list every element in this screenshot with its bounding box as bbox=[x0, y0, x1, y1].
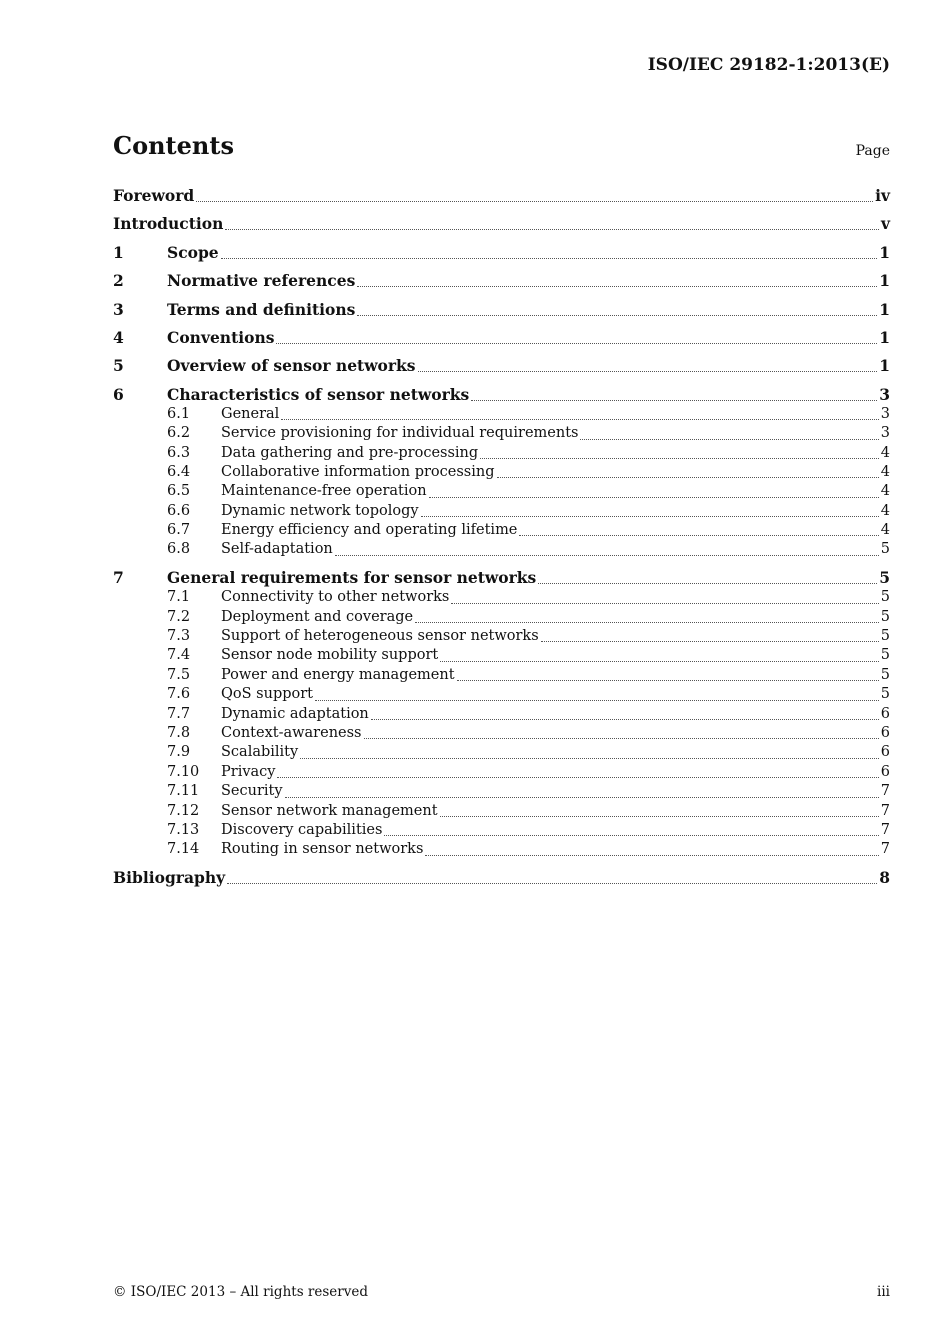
copyright-notice: © ISO/IEC 2013 – All rights reserved bbox=[113, 1284, 368, 1300]
toc-entry-title: Discovery capabilities bbox=[221, 821, 383, 838]
toc-entry-number: 2 bbox=[113, 271, 124, 291]
toc-entry-title: Deployment and coverage bbox=[221, 608, 414, 625]
dot-leader bbox=[451, 602, 878, 604]
toc-entry-page: v bbox=[880, 214, 890, 234]
page-number: iii bbox=[877, 1284, 890, 1300]
toc-entry-number: 7.9 bbox=[167, 744, 191, 761]
toc-entry-title: Introduction bbox=[113, 214, 224, 234]
toc-entry[interactable] bbox=[113, 328, 890, 348]
dot-leader bbox=[364, 737, 879, 739]
toc-entry-title: General requirements for sensor networks bbox=[167, 568, 537, 588]
dot-leader bbox=[457, 679, 879, 681]
dot-leader bbox=[227, 882, 877, 884]
dot-leader bbox=[300, 757, 879, 759]
dot-leader bbox=[440, 660, 879, 662]
toc-entry[interactable] bbox=[113, 463, 890, 482]
dot-leader bbox=[221, 257, 878, 259]
dot-leader bbox=[580, 438, 878, 440]
toc-entry-title: Security bbox=[221, 783, 283, 800]
toc-entry-title: Characteristics of sensor networks bbox=[167, 384, 470, 404]
toc-entry[interactable] bbox=[113, 444, 890, 463]
dot-leader bbox=[421, 515, 879, 517]
toc-entry[interactable] bbox=[113, 588, 890, 607]
dot-leader bbox=[225, 228, 879, 230]
toc-entry-title: General bbox=[221, 405, 280, 422]
toc-entry[interactable] bbox=[113, 424, 890, 443]
toc-entry-title: Support of heterogeneous sensor networks bbox=[221, 628, 539, 645]
toc-entry-number: 7.3 bbox=[167, 628, 191, 645]
toc-entry-number: 6.1 bbox=[167, 405, 191, 422]
toc-entry-page: 5 bbox=[880, 608, 890, 625]
toc-entry-page: 6 bbox=[880, 724, 890, 741]
toc-entry[interactable] bbox=[113, 821, 890, 840]
toc-entry-page: 1 bbox=[879, 299, 890, 319]
toc-entry-number: 6.2 bbox=[167, 425, 191, 442]
toc-entry[interactable] bbox=[113, 540, 890, 559]
toc-entry[interactable] bbox=[113, 705, 890, 724]
toc-entry-number: 1 bbox=[113, 242, 124, 262]
dot-leader bbox=[541, 640, 879, 642]
toc-entry[interactable] bbox=[113, 868, 890, 888]
dot-leader bbox=[276, 342, 877, 344]
toc-entry-title: Data gathering and pre-processing bbox=[221, 444, 479, 461]
toc-entry[interactable] bbox=[113, 763, 890, 782]
toc-entry-page: 8 bbox=[879, 868, 890, 888]
toc-entry-page: 4 bbox=[880, 522, 890, 539]
dot-leader bbox=[357, 285, 877, 287]
toc-entry[interactable] bbox=[113, 646, 890, 665]
toc-entry-number: 7.6 bbox=[167, 686, 191, 703]
toc-entry-title: Terms and definitions bbox=[167, 299, 356, 319]
toc-entry-title: Conventions bbox=[167, 327, 275, 347]
toc-entry[interactable] bbox=[113, 840, 890, 859]
dot-leader bbox=[418, 370, 878, 372]
toc-entry-title: Privacy bbox=[221, 763, 276, 780]
toc-entry-page: 5 bbox=[880, 686, 890, 703]
toc-entry-page: 5 bbox=[879, 568, 890, 588]
toc-entry-page: 5 bbox=[880, 628, 890, 645]
toc-entry-title: Power and energy management bbox=[221, 666, 455, 683]
table-of-contents bbox=[113, 186, 890, 888]
toc-entry[interactable] bbox=[113, 743, 890, 762]
dot-leader bbox=[429, 496, 879, 498]
toc-entry-page: 6 bbox=[880, 763, 890, 780]
toc-entry-title: Sensor node mobility support bbox=[221, 647, 439, 664]
dot-leader bbox=[471, 399, 877, 401]
toc-entry-title: Scalability bbox=[221, 744, 299, 761]
toc-entry-number: 7.2 bbox=[167, 608, 191, 625]
toc-entry-page: 1 bbox=[879, 242, 890, 262]
toc-entry-page: 4 bbox=[880, 463, 890, 480]
toc-entry-number: 5 bbox=[113, 356, 124, 376]
toc-entry-page: 7 bbox=[880, 802, 890, 819]
toc-entry-page: 7 bbox=[880, 841, 890, 858]
dot-leader bbox=[384, 834, 878, 836]
toc-entry[interactable] bbox=[113, 608, 890, 627]
toc-entry-page: 5 bbox=[880, 541, 890, 558]
toc-entry-number: 7.7 bbox=[167, 705, 191, 722]
toc-entry-title: Service provisioning for individual requirements bbox=[221, 425, 579, 442]
toc-entry[interactable] bbox=[113, 568, 890, 588]
toc-entry-page: 1 bbox=[879, 356, 890, 376]
toc-entry-number: 4 bbox=[113, 327, 124, 347]
toc-entry-number: 3 bbox=[113, 299, 124, 319]
dot-leader bbox=[196, 200, 873, 202]
toc-entry-number: 7.4 bbox=[167, 647, 191, 664]
toc-entry-title: Normative references bbox=[167, 271, 356, 291]
toc-entry-page: 3 bbox=[880, 405, 890, 422]
toc-entry-page: 3 bbox=[880, 425, 890, 442]
dot-leader bbox=[281, 418, 878, 420]
toc-entry[interactable] bbox=[113, 502, 890, 521]
toc-entry-number: 6.7 bbox=[167, 522, 191, 539]
toc-entry-number: 7.8 bbox=[167, 724, 191, 741]
toc-entry-number: 7.5 bbox=[167, 666, 191, 683]
dot-leader bbox=[277, 776, 878, 778]
toc-entry[interactable] bbox=[113, 356, 890, 376]
toc-entry-title: Sensor network management bbox=[221, 802, 438, 819]
toc-entry-page: 6 bbox=[880, 744, 890, 761]
toc-entry[interactable] bbox=[113, 521, 890, 540]
toc-entry-page: 7 bbox=[880, 821, 890, 838]
toc-entry-number: 6.6 bbox=[167, 502, 191, 519]
toc-entry-page: 4 bbox=[880, 483, 890, 500]
toc-entry-page: 4 bbox=[880, 502, 890, 519]
toc-entry[interactable] bbox=[113, 300, 890, 320]
toc-entry-page: 5 bbox=[880, 589, 890, 606]
toc-entry-page: 4 bbox=[880, 444, 890, 461]
toc-entry[interactable] bbox=[113, 482, 890, 501]
toc-entry-title: Foreword bbox=[113, 186, 195, 205]
dot-leader bbox=[497, 476, 879, 478]
toc-entry[interactable] bbox=[113, 802, 890, 821]
dot-leader bbox=[538, 582, 877, 584]
dot-leader bbox=[519, 534, 878, 536]
toc-entry-page: 1 bbox=[879, 327, 890, 347]
dot-leader bbox=[480, 457, 879, 459]
toc-entry-number: 6.3 bbox=[167, 444, 191, 461]
toc-entry-number: 7.13 bbox=[167, 821, 200, 838]
dot-leader bbox=[440, 815, 879, 817]
toc-entry-page: 5 bbox=[880, 666, 890, 683]
toc-entry-number: 7.12 bbox=[167, 802, 200, 819]
toc-entry-number: 7.10 bbox=[167, 763, 200, 780]
toc-entry-title: Connectivity to other networks bbox=[221, 589, 450, 606]
toc-entry-page: 5 bbox=[880, 647, 890, 664]
toc-entry[interactable] bbox=[113, 627, 890, 646]
toc-entry-number: 6 bbox=[113, 384, 124, 404]
toc-entry-page: iv bbox=[875, 186, 890, 205]
toc-entry-title: Dynamic network topology bbox=[221, 502, 419, 519]
toc-entry-number: 7.11 bbox=[167, 783, 200, 800]
toc-entry-page: 7 bbox=[880, 783, 890, 800]
toc-entry-number: 7 bbox=[113, 568, 124, 588]
toc-entry-number: 6.5 bbox=[167, 483, 191, 500]
dot-leader bbox=[415, 621, 879, 623]
toc-entry-title: Scope bbox=[167, 242, 219, 262]
toc-entry-title: Bibliography bbox=[113, 868, 226, 888]
toc-entry-number: 7.1 bbox=[167, 589, 191, 606]
toc-entry-title: Energy efficiency and operating lifetime bbox=[221, 522, 518, 539]
toc-entry-title: Overview of sensor networks bbox=[167, 356, 416, 376]
toc-entry-title: QoS support bbox=[221, 686, 313, 703]
dot-leader bbox=[335, 554, 879, 556]
toc-entry[interactable] bbox=[113, 724, 890, 743]
toc-entry[interactable] bbox=[113, 271, 890, 291]
contents-heading: Contents bbox=[113, 131, 234, 160]
toc-entry-number: 6.4 bbox=[167, 463, 191, 480]
dot-leader bbox=[425, 854, 878, 856]
toc-entry-title: Collaborative information processing bbox=[221, 463, 495, 480]
dot-leader bbox=[357, 314, 877, 316]
toc-entry[interactable] bbox=[113, 214, 890, 234]
toc-entry-title: Self-adaptation bbox=[221, 541, 333, 558]
toc-entry[interactable] bbox=[113, 685, 890, 704]
toc-entry-page: 3 bbox=[879, 384, 890, 404]
toc-entry-number: 6.8 bbox=[167, 541, 191, 558]
toc-entry[interactable] bbox=[113, 385, 890, 405]
toc-entry-title: Context-awareness bbox=[221, 724, 362, 741]
toc-entry-number: 7.14 bbox=[167, 841, 200, 858]
dot-leader bbox=[371, 718, 879, 720]
toc-entry[interactable] bbox=[113, 243, 890, 263]
toc-entry-title: Routing in sensor networks bbox=[221, 841, 424, 858]
toc-entry[interactable] bbox=[113, 405, 890, 424]
toc-entry-title: Dynamic adaptation bbox=[221, 705, 369, 722]
dot-leader bbox=[315, 699, 879, 701]
dot-leader bbox=[285, 796, 879, 798]
document-identifier: ISO/IEC 29182-1:2013(E) bbox=[647, 55, 890, 75]
page-column-label: Page bbox=[855, 143, 890, 159]
toc-entry[interactable] bbox=[113, 666, 890, 685]
toc-entry-title: Maintenance-free operation bbox=[221, 483, 427, 500]
toc-entry-page: 6 bbox=[880, 705, 890, 722]
toc-entry-page: 1 bbox=[879, 271, 890, 291]
toc-entry[interactable] bbox=[113, 782, 890, 801]
toc-entry[interactable] bbox=[113, 186, 890, 206]
